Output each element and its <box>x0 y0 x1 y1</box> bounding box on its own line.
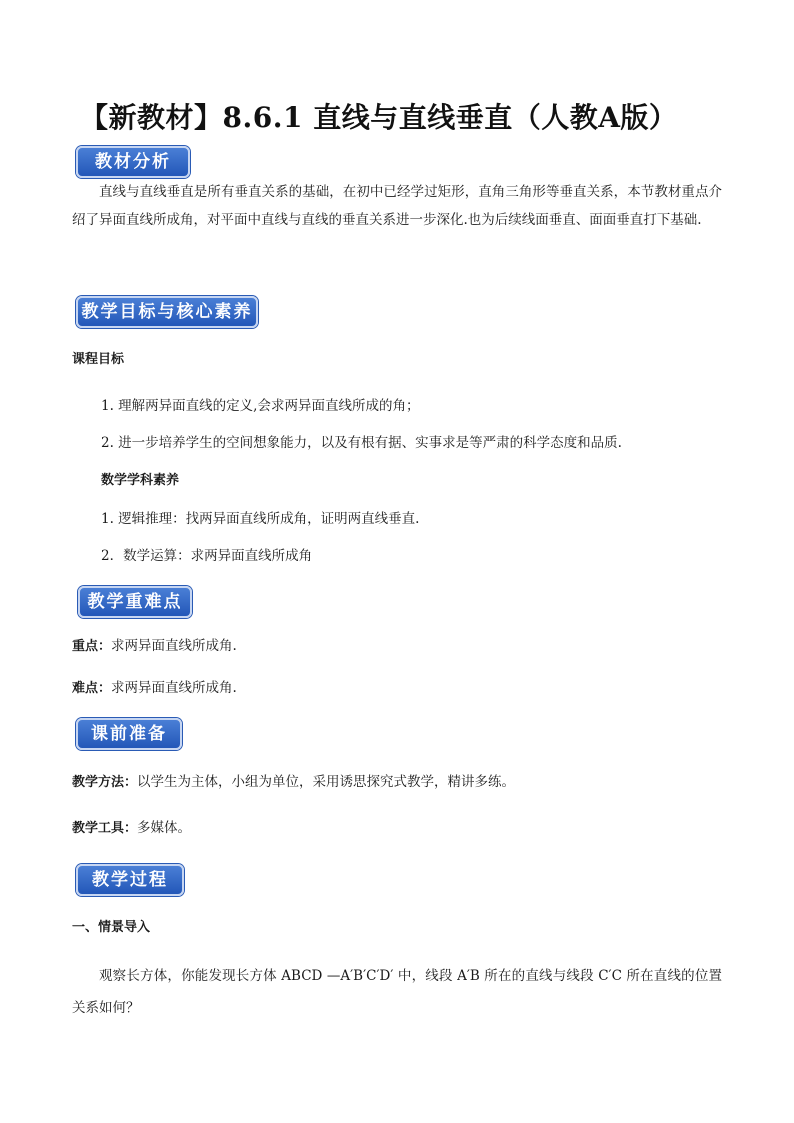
literacy-item-2: 2．数学运算：求两异面直线所成角 <box>101 548 313 564</box>
hard-point-line <box>72 678 237 699</box>
section-badge-difficulties: 教学重难点 <box>78 586 192 618</box>
process-part1-paragraph: 观察长方体，你能发现长方体 ABCD —A′B′C′D′ 中，线段 A′B 所在的直线与线段 C′C 所在直线的位置关系如何？ <box>72 968 722 1016</box>
process-part1-label: 一、情景导入 <box>72 920 151 935</box>
tool-label: 教学工具： <box>72 821 138 836</box>
section-badge-process: 教学过程 <box>76 864 184 896</box>
key-point-text: 求两异面直线所成角. <box>111 638 237 654</box>
tool-text: 多媒体。 <box>137 820 192 836</box>
literacy-label: 数学学科素养 <box>101 473 180 488</box>
key-point-label: 重点： <box>72 639 112 654</box>
method-text: 以学生为主体，小组为单位，采用诱思探究式教学，精讲多练。 <box>137 774 516 790</box>
tool-line <box>72 818 191 839</box>
hard-point-text: 求两异面直线所成角. <box>111 680 237 696</box>
method-line <box>72 772 515 793</box>
key-point-line <box>72 636 237 657</box>
section-badge-preparation: 课前准备 <box>76 718 182 750</box>
page-title: 【新教材】8.6.1 直线与直线垂直（人教A版） <box>80 101 678 134</box>
goal-item-1: 1. 理解两异面直线的定义,会求两异面直线所成的角； <box>101 398 420 414</box>
analysis-paragraph: 直线与直线垂直是所有垂直关系的基础，在初中已经学过矩形，直角三角形等垂直关系，本节教材重点介绍了异面直线所成角，对平面中直线与直线的垂直关系进一步深化.也为后续线面垂直、面面垂直打下基础. <box>72 184 722 228</box>
method-label: 教学方法： <box>72 775 138 790</box>
literacy-item-1: 1. 逻辑推理：找两异面直线所成角，证明两直线垂直. <box>101 511 420 527</box>
section-badge-analysis: 教材分析 <box>76 146 190 178</box>
hard-point-label: 难点： <box>72 681 112 696</box>
goal-item-2: 2. 进一步培养学生的空间想象能力，以及有根有据、实事求是等严肃的科学态度和品质. <box>101 435 622 451</box>
section-badge-goals: 教学目标与核心素养 <box>76 296 258 328</box>
course-goal-label: 课程目标 <box>72 352 125 367</box>
